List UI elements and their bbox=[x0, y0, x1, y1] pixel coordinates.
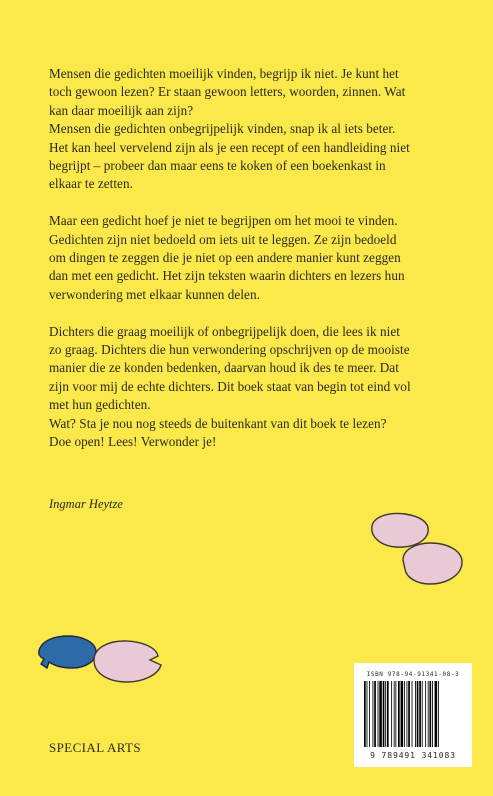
author-signature: Ingmar Heytze bbox=[49, 497, 123, 511]
blurb-line: met hun gedichten. bbox=[49, 397, 151, 413]
barcode-bars bbox=[364, 681, 464, 747]
blurb-paragraph-3 bbox=[49, 323, 449, 452]
barcode-bar bbox=[395, 681, 396, 747]
blurb-line: Gedichten zijn niet bedoeld om iets uit te leggen. Ze zijn bedoeld bbox=[49, 231, 397, 247]
barcode-bar bbox=[385, 681, 386, 747]
blurb-line: Mensen die gedichten onbegrijpelijk vinden, snap ik al iets beter. bbox=[49, 121, 396, 137]
barcode-bar bbox=[398, 681, 400, 747]
blurb-line: Het kan heel vervelend zijn als je een recept of een handleiding niet bbox=[49, 139, 410, 155]
blurb-paragraph-2 bbox=[49, 212, 449, 304]
barcode-bar bbox=[369, 681, 370, 747]
isbn-barcode bbox=[354, 663, 472, 767]
blurb-line: zo graag. Dichters die hun verwondering opschrijven op de mooiste bbox=[49, 342, 410, 358]
barcode-bar bbox=[374, 681, 376, 747]
barcode-bar bbox=[364, 681, 366, 747]
blurb-line: manier die ze konden bedenken, daarvan houd ik des te meer. Dat bbox=[49, 360, 399, 376]
blurb-line: Doe open! Lees! Verwonder je! bbox=[49, 434, 217, 450]
blurb-line: toch gewoon lezen? Er staan gewoon letters, woorden, zinnen. Wat bbox=[49, 84, 406, 100]
barcode-bar bbox=[419, 681, 421, 747]
barcode-bar bbox=[401, 681, 404, 747]
barcode-bar bbox=[438, 681, 439, 747]
barcode-bar bbox=[373, 681, 374, 747]
lily-pad-pink-large bbox=[403, 543, 462, 584]
blurb-paragraph-1 bbox=[49, 65, 449, 194]
lily-pad-pink-bottom bbox=[94, 641, 161, 682]
barcode-bar bbox=[379, 681, 382, 747]
barcode-bar bbox=[428, 681, 429, 747]
publisher-name: SPECIAL ARTS bbox=[49, 740, 142, 755]
barcode-bar bbox=[415, 681, 416, 747]
blurb-line: kan daar moeilijk aan zijn? bbox=[49, 102, 194, 118]
barcode-bar bbox=[432, 681, 433, 747]
isbn-digits: 9 789491 341083 bbox=[370, 751, 456, 760]
barcode-bar bbox=[429, 681, 431, 747]
blurb-line: om dingen te zeggen die je niet op een andere manier kunt zeggen bbox=[49, 250, 401, 266]
barcode-bar bbox=[367, 681, 368, 747]
blurb-line: begrijpt – probeer dan maar eens te koken of een boekenkast in bbox=[49, 158, 386, 174]
barcode-bar bbox=[435, 681, 438, 747]
barcode-bar bbox=[425, 681, 426, 747]
blurb-line: elkaar te zetten. bbox=[49, 176, 133, 192]
blurb-line: Mensen die gedichten moeilijk vinden, begrijp ik niet. Je kunt het bbox=[49, 66, 399, 81]
isbn-label: ISBN 978-94-91341-08-3 bbox=[366, 671, 460, 678]
blurb-line: Dichters die graag moeilijk of onbegrijpelijk doen, die lees ik niet bbox=[49, 323, 400, 339]
barcode-bar bbox=[383, 681, 385, 747]
blurb-line: Wat? Sta je nou nog steeds de buitenkant van dit boek te lezen? bbox=[49, 415, 387, 431]
barcode-bar bbox=[387, 681, 389, 747]
blurb-line: Maar een gedicht hoef je niet te begrijpen om het mooi te vinden. bbox=[49, 213, 398, 229]
barcode-bar bbox=[412, 681, 413, 747]
barcode-bar bbox=[378, 681, 379, 747]
blurb-line: zijn voor mij de echte dichters. Dit boek staat van begin tot eind vol bbox=[49, 378, 411, 394]
blurb-line: verwondering met elkaar kunnen delen. bbox=[49, 286, 260, 302]
lily-pad-blue bbox=[39, 636, 96, 668]
blurb-line: dan met een gedicht. Het zijn teksten waarin dichters en lezers hun bbox=[49, 268, 405, 284]
barcode-bar bbox=[407, 681, 408, 747]
barcode-bar bbox=[408, 681, 410, 747]
lily-pad-pink-small bbox=[372, 514, 428, 548]
barcode-bar bbox=[404, 681, 405, 747]
barcode-bar bbox=[394, 681, 395, 747]
barcode-bar bbox=[391, 681, 392, 747]
barcode-bar bbox=[417, 681, 419, 747]
barcode-bar bbox=[422, 681, 423, 747]
blurb-text bbox=[49, 65, 449, 470]
